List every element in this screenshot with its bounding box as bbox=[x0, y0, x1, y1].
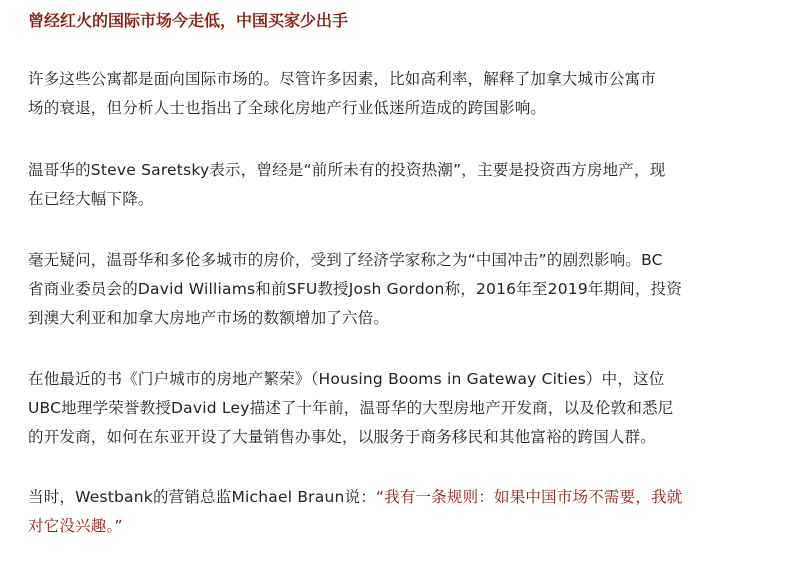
paragraph-4 bbox=[28, 365, 780, 452]
paragraph-3-line-3: 到澳大利亚和加拿大房地产市场的数额增加了六倍。 bbox=[28, 309, 390, 327]
paragraph-1-line-1: 许多这些公寓都是面向国际市场的。尽管许多因素，比如高利率，解释了加拿大城市公寓市 bbox=[28, 70, 657, 88]
paragraph-2-line-1: 温哥华的Steve Saretsky表示，曾经是“前所未有的投资热潮”，主要是投资西方房地产，现 bbox=[28, 161, 666, 179]
paragraph-5-plain-text: 当时，Westbank的营销总监Michael Braun说： bbox=[28, 488, 376, 506]
paragraph-4-line-2: UBC地理学荣誉教授David Ley描述了十年前，温哥华的大型房地产开发商，以及伦敦和悉尼 bbox=[28, 399, 674, 417]
paragraph-5 bbox=[28, 483, 780, 541]
paragraph-1-line-2: 场的衰退，但分析人士也指出了全球化房地产行业低迷所造成的跨国影响。 bbox=[28, 99, 547, 117]
paragraph-2 bbox=[28, 156, 780, 214]
quote-text-part-2: 对它没兴趣。” bbox=[28, 517, 123, 535]
paragraph-3-line-2: 省商业委员会的David Williams和前SFU教授Josh Gordon称，2016年至2019年期间，投资 bbox=[28, 280, 683, 298]
paragraph-5-line-1 bbox=[28, 483, 780, 512]
paragraph-1 bbox=[28, 65, 780, 123]
paragraph-3-line-1: 毫无疑问，温哥华和多伦多城市的房价，受到了经济学家称之为“中国冲击”的剧烈影响。BC bbox=[28, 251, 663, 269]
paragraph-4-line-3: 的开发商，如何在东亚开设了大量销售办事处，以服务于商务移民和其他富裕的跨国人群。 bbox=[28, 428, 657, 446]
paragraph-2-line-2: 在已经大幅下降。 bbox=[28, 190, 154, 208]
paragraph-4-line-1: 在他最近的书《门户城市的房地产繁荣》（Housing Booms in Gateway Cities）中，这位 bbox=[28, 370, 665, 388]
paragraph-3 bbox=[28, 246, 780, 333]
article-title: 曾经红火的国际市场今走低，中国买家少出手 bbox=[28, 11, 349, 30]
quote-text-part-1: “我有一条规则：如果中国市场不需要，我就 bbox=[375, 488, 683, 506]
